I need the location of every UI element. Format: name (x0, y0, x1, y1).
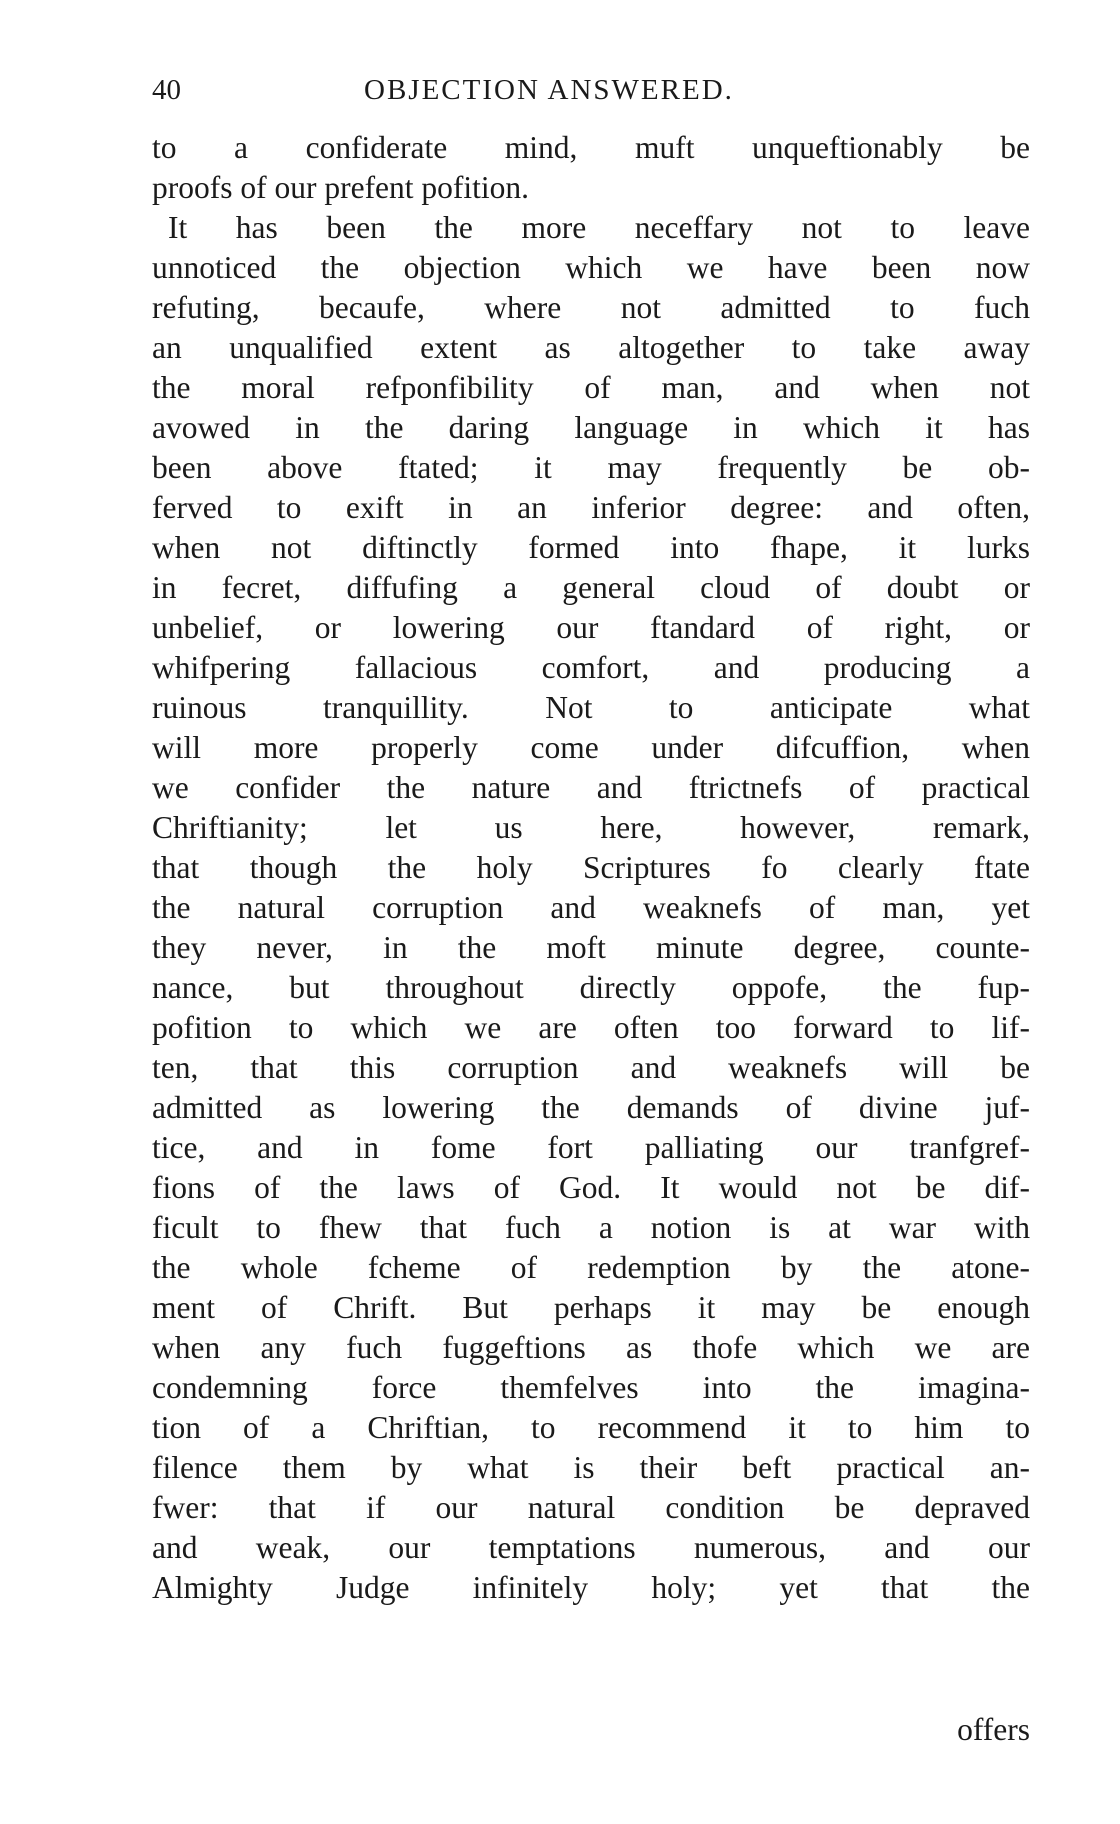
text-line: tion of a Chriftian, to recommend it to him to (152, 1410, 1030, 1445)
text-line: ten, that this corruption and weaknefs will be (152, 1050, 1030, 1085)
text-line: unbelief, or lowering our ftandard of right, or (152, 610, 1030, 645)
text-line: condemning force themfelves into the imagina- (152, 1370, 1030, 1405)
text-line: Almighty Judge infinitely holy; yet that the (152, 1570, 1030, 1605)
text-line: and weak, our temptations numerous, and our (152, 1530, 1030, 1565)
text-line: the natural corruption and weaknefs of man, yet (152, 890, 1030, 925)
text-line: to a confiderate mind, muft unqueftionably be (152, 130, 1030, 165)
text-line: they never, in the moft minute degree, counte- (152, 930, 1030, 965)
text-line: fwer: that if our natural condition be depraved (152, 1490, 1030, 1525)
text-line: the moral refponfibility of man, and when not (152, 370, 1030, 405)
text-line: proofs of our prefent pofition. (152, 170, 530, 205)
text-line: whifpering fallacious comfort, and producing a (152, 650, 1030, 685)
text-line: ment of Chrift. But perhaps it may be enough (152, 1290, 1030, 1325)
text-line: when any fuch fuggeftions as thofe which we are (152, 1330, 1030, 1365)
text-line: when not diftinctly formed into fhape, it lurks (152, 530, 1030, 565)
page-header (152, 74, 1032, 114)
text-line: the whole fcheme of redemption by the atone- (152, 1250, 1030, 1285)
text-line: been above ftated; it may frequently be ob- (152, 450, 1030, 485)
text-line: an unqualified extent as altogether to take away (152, 330, 1030, 365)
text-line: refuting, becaufe, where not admitted to fuch (152, 290, 1030, 325)
text-line: admitted as lowering the demands of divine juf- (152, 1090, 1030, 1125)
text-line: that though the holy Scriptures fo clearly ftate (152, 850, 1030, 885)
text-line: fions of the laws of God. It would not be dif- (152, 1170, 1030, 1205)
running-head: OBJECTION ANSWERED. (364, 74, 734, 106)
text-line: filence them by what is their beft practical an- (152, 1450, 1030, 1485)
text-line: nance, but throughout directly oppofe, the fup- (152, 970, 1030, 1005)
body-text (152, 128, 1030, 1608)
text-line: Chriftianity; let us here, however, remark, (152, 810, 1030, 845)
text-line: tice, and in fome fort palliating our tranfgref- (152, 1130, 1030, 1165)
text-line: we confider the nature and ftrictnefs of practical (152, 770, 1030, 805)
page-number: 40 (152, 74, 181, 106)
text-line: ficult to fhew that fuch a notion is at war with (152, 1210, 1030, 1245)
catchword: offers (957, 1712, 1030, 1747)
text-line: will more properly come under difcuffion, when (152, 730, 1030, 765)
text-line: It has been the more neceffary not to leave (168, 210, 1030, 245)
text-line: in fecret, diffufing a general cloud of doubt or (152, 570, 1030, 605)
text-line: ruinous tranquillity. Not to anticipate what (152, 690, 1030, 725)
text-line: avowed in the daring language in which it has (152, 410, 1030, 445)
text-line: unnoticed the objection which we have been now (152, 250, 1030, 285)
text-line: pofition to which we are often too forward to lif- (152, 1010, 1030, 1045)
text-line: ferved to exift in an inferior degree: and often, (152, 490, 1030, 525)
